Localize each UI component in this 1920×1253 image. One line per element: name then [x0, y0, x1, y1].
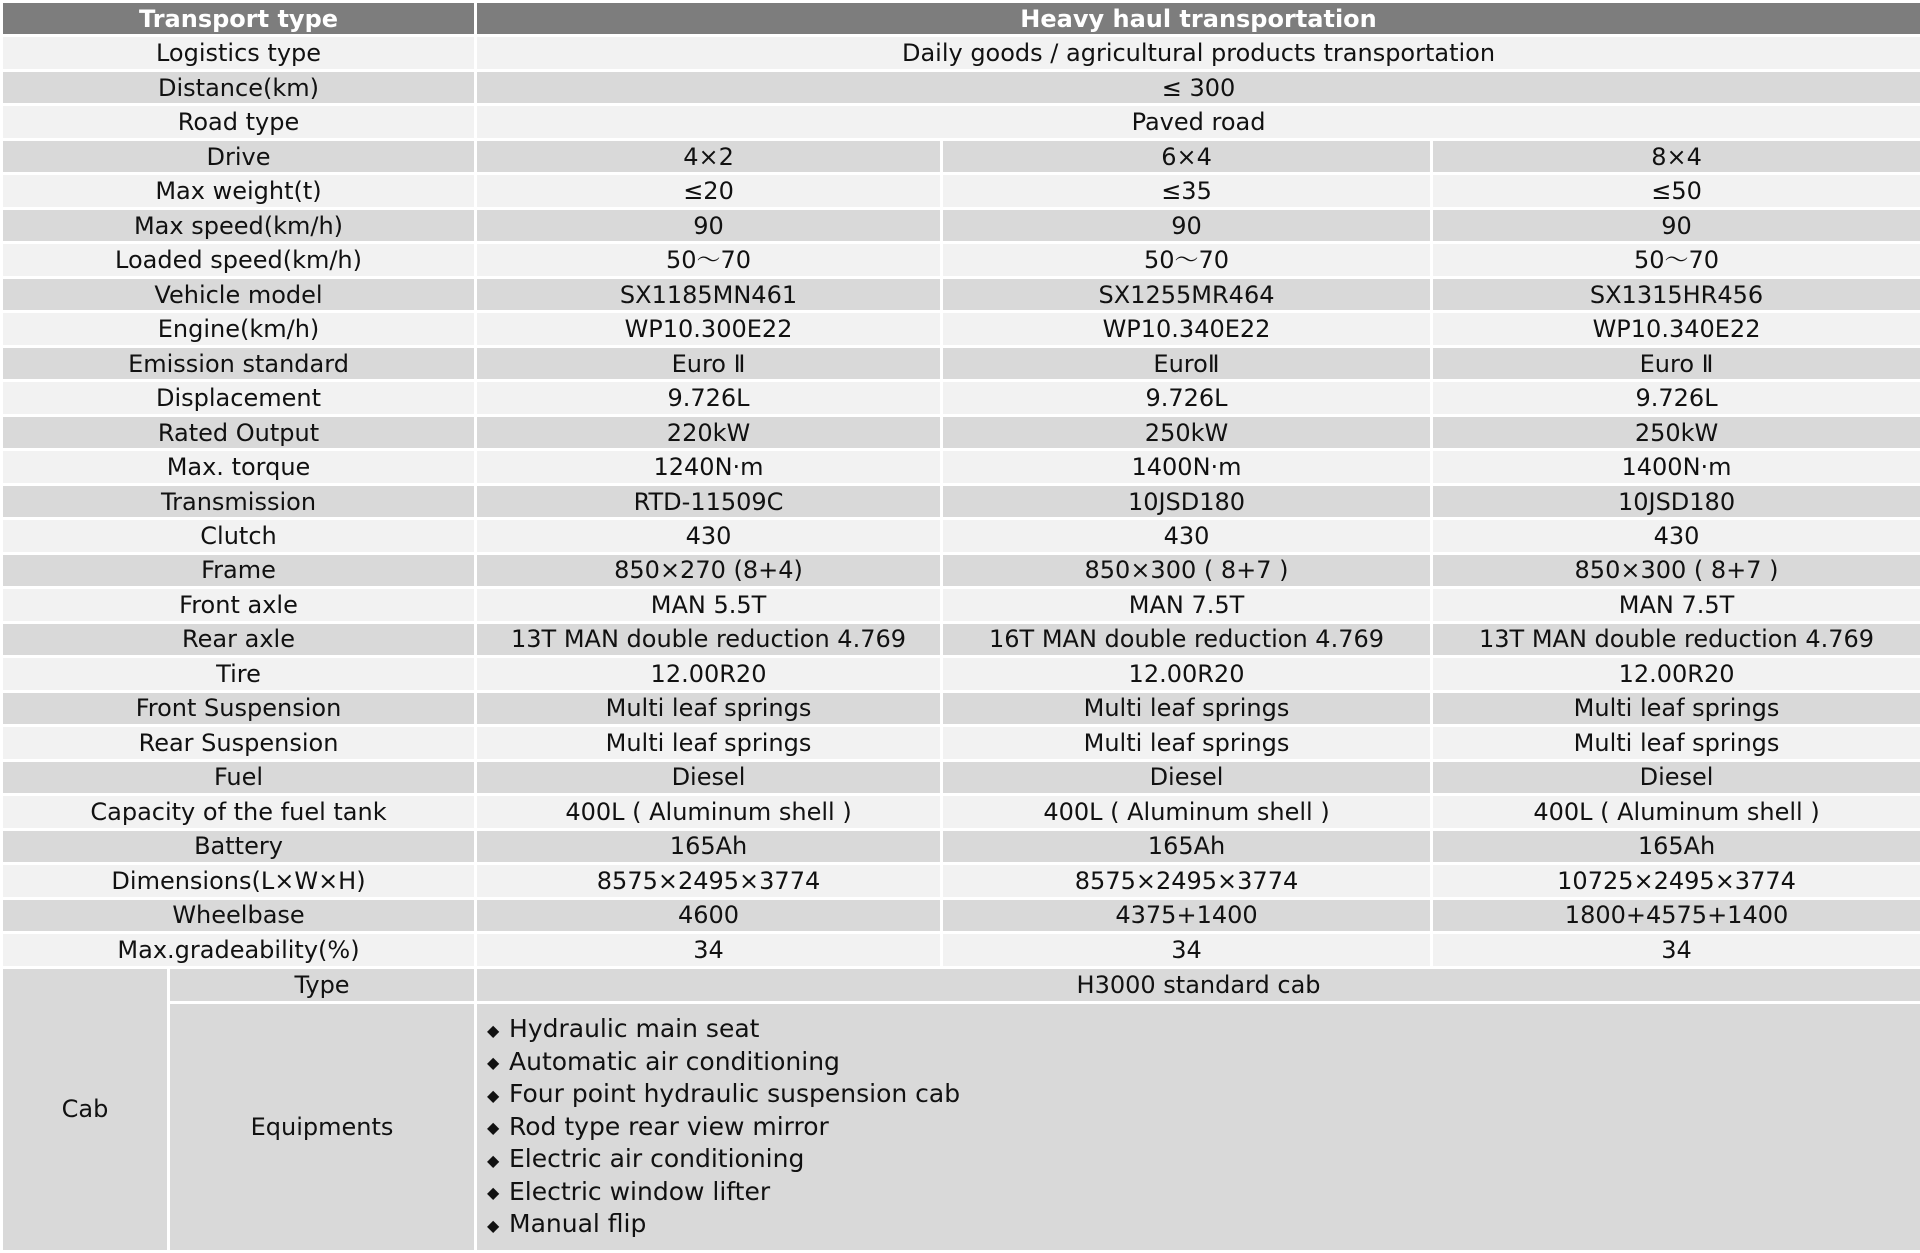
value-cell-1: 850×270 (8+4)	[476, 553, 942, 587]
value-cell-3: 250kW	[1432, 415, 1920, 449]
value-cell-2: 6×4	[942, 139, 1432, 173]
row-label: Frame	[2, 553, 476, 587]
value-cell-3: 34	[1432, 933, 1920, 967]
value-cell-1: 90	[476, 208, 942, 242]
value-cell-1: RTD-11509C	[476, 484, 942, 518]
value-cell-1: 34	[476, 933, 942, 967]
value-cell-1: 13T MAN double reduction 4.769	[476, 622, 942, 656]
value-cell-3: ≤50	[1432, 174, 1920, 208]
row-label: Dimensions(L×W×H)	[2, 864, 476, 898]
value-cell-2: 50～70	[942, 243, 1432, 277]
row-label: Transmission	[2, 484, 476, 518]
header-label: Transport type	[2, 2, 476, 36]
header-value: Heavy haul transportation	[476, 2, 1920, 36]
value-cell-3: Multi leaf springs	[1432, 726, 1920, 760]
spec-row	[2, 588, 1920, 622]
equipment-label: Automatic air conditioning	[509, 1046, 840, 1076]
equipment-label: Manual flip	[509, 1209, 647, 1239]
value-cell-3: 13T MAN double reduction 4.769	[1432, 622, 1920, 656]
value-cell-3: 400L ( Aluminum shell )	[1432, 795, 1920, 829]
cab-equipments-cell	[476, 1003, 1920, 1252]
value-cell-1: SX1185MN461	[476, 277, 942, 311]
equipment-label: Electric air conditioning	[509, 1144, 805, 1174]
value-cell-2: 850×300 ( 8+7 )	[942, 553, 1432, 587]
spec-row	[2, 346, 1920, 380]
row-label: Vehicle model	[2, 277, 476, 311]
diamond-bullet-icon: ◆	[487, 1020, 500, 1040]
value-cell-1: 50～70	[476, 243, 942, 277]
value-cell-2: 4375+1400	[942, 898, 1432, 932]
value-cell-1: MAN 5.5T	[476, 588, 942, 622]
value-cell-2: 430	[942, 519, 1432, 553]
value-cell-3: 9.726L	[1432, 381, 1920, 415]
spec-row	[2, 933, 1920, 967]
spec-row	[2, 864, 1920, 898]
distance-row	[2, 70, 1920, 104]
value-cell-2: ≤35	[942, 174, 1432, 208]
value-cell-2: WP10.340E22	[942, 312, 1432, 346]
row-label: Displacement	[2, 381, 476, 415]
value-cell-1: Euro Ⅱ	[476, 346, 942, 380]
row-label: Max speed(km/h)	[2, 208, 476, 242]
road-type-row	[2, 105, 1920, 139]
spec-row	[2, 519, 1920, 553]
value-cell-2: 90	[942, 208, 1432, 242]
value-cell-1: Multi leaf springs	[476, 726, 942, 760]
value-cell-3: Multi leaf springs	[1432, 691, 1920, 725]
equipment-item	[487, 1046, 1916, 1079]
equipment-item	[487, 1078, 1916, 1111]
value-cell-3: 50～70	[1432, 243, 1920, 277]
spec-row	[2, 691, 1920, 725]
spec-row	[2, 898, 1920, 932]
value-cell-3: Diesel	[1432, 760, 1920, 794]
value-cell-3: 1400N·m	[1432, 450, 1920, 484]
value-cell-2: SX1255MR464	[942, 277, 1432, 311]
row-label: Rear Suspension	[2, 726, 476, 760]
logistics-type-row	[2, 36, 1920, 70]
diamond-bullet-icon: ◆	[487, 1118, 500, 1138]
value-cell-1: 430	[476, 519, 942, 553]
equipment-label: Hydraulic main seat	[509, 1014, 760, 1044]
row-label: Rear axle	[2, 622, 476, 656]
equipment-item	[487, 1143, 1916, 1176]
row-label: Front axle	[2, 588, 476, 622]
diamond-bullet-icon: ◆	[487, 1053, 500, 1073]
value-cell-1: 165Ah	[476, 829, 942, 863]
value-cell-1: 12.00R20	[476, 657, 942, 691]
diamond-bullet-icon: ◆	[487, 1085, 500, 1105]
value-cell-1: 4600	[476, 898, 942, 932]
row-label: Fuel	[2, 760, 476, 794]
row-label: Drive	[2, 139, 476, 173]
row-label: Battery	[2, 829, 476, 863]
equipment-item	[487, 1013, 1916, 1046]
spec-row	[2, 622, 1920, 656]
cab-type-row	[2, 967, 1920, 1003]
spec-row	[2, 829, 1920, 863]
row-label: Distance(km)	[2, 70, 476, 104]
value-cell-2: 16T MAN double reduction 4.769	[942, 622, 1432, 656]
spec-row	[2, 760, 1920, 794]
row-label: Front Suspension	[2, 691, 476, 725]
spec-row	[2, 381, 1920, 415]
equipment-item	[487, 1111, 1916, 1144]
value-cell-2: Diesel	[942, 760, 1432, 794]
row-label: Max.gradeability(%)	[2, 933, 476, 967]
value-cell-3: SX1315HR456	[1432, 277, 1920, 311]
equipment-item	[487, 1176, 1916, 1209]
diamond-bullet-icon: ◆	[487, 1150, 500, 1170]
value-cell-2: 400L ( Aluminum shell )	[942, 795, 1432, 829]
spec-row	[2, 415, 1920, 449]
spec-row	[2, 484, 1920, 518]
value-cell-3: WP10.340E22	[1432, 312, 1920, 346]
value-cell-2: MAN 7.5T	[942, 588, 1432, 622]
row-label: Road type	[2, 105, 476, 139]
value-cell-2: 1400N·m	[942, 450, 1432, 484]
row-label: Engine(km/h)	[2, 312, 476, 346]
value-cell-1: 9.726L	[476, 381, 942, 415]
spec-row	[2, 174, 1920, 208]
row-label: Max weight(t)	[2, 174, 476, 208]
diamond-bullet-icon: ◆	[487, 1215, 500, 1235]
cab-equipments-row	[2, 1003, 1920, 1252]
equipment-label: Rod type rear view mirror	[509, 1111, 829, 1141]
row-label: Wheelbase	[2, 898, 476, 932]
value-cell-3: MAN 7.5T	[1432, 588, 1920, 622]
equipment-label: Four point hydraulic suspension cab	[509, 1079, 961, 1109]
equipment-item	[487, 1208, 1916, 1241]
value-cell-1: Diesel	[476, 760, 942, 794]
row-label: Emission standard	[2, 346, 476, 380]
row-label: Logistics type	[2, 36, 476, 70]
value-cell-3: 850×300 ( 8+7 )	[1432, 553, 1920, 587]
value-cell-3: Euro Ⅱ	[1432, 346, 1920, 380]
spec-row	[2, 243, 1920, 277]
value-cell-2: 250kW	[942, 415, 1432, 449]
value-cell-1: Multi leaf springs	[476, 691, 942, 725]
spec-row	[2, 277, 1920, 311]
value-cell-2: 10JSD180	[942, 484, 1432, 518]
value-cell-2: Multi leaf springs	[942, 691, 1432, 725]
value-cell-3: 8×4	[1432, 139, 1920, 173]
value-cell-3: 90	[1432, 208, 1920, 242]
value-cell-2: EuroⅡ	[942, 346, 1432, 380]
value-cell-2: 9.726L	[942, 381, 1432, 415]
row-label: Tire	[2, 657, 476, 691]
value-cell-3: 12.00R20	[1432, 657, 1920, 691]
value-cell-1: 4×2	[476, 139, 942, 173]
row-label: Max. torque	[2, 450, 476, 484]
value-cell-1: 400L ( Aluminum shell )	[476, 795, 942, 829]
value-cell-3: 1800+4575+1400	[1432, 898, 1920, 932]
value-cell-1: WP10.300E22	[476, 312, 942, 346]
diamond-bullet-icon: ◆	[487, 1183, 500, 1203]
row-value: Daily goods / agricultural products transportation	[476, 36, 1920, 70]
value-cell-3: 10JSD180	[1432, 484, 1920, 518]
value-cell-2: Multi leaf springs	[942, 726, 1432, 760]
spec-row	[2, 139, 1920, 173]
spec-row	[2, 450, 1920, 484]
equipment-label: Electric window lifter	[509, 1176, 771, 1206]
spec-row	[2, 795, 1920, 829]
cab-equipments-label: Equipments	[169, 1003, 476, 1252]
row-label: Capacity of the fuel tank	[2, 795, 476, 829]
cab-type-label: Type	[169, 967, 476, 1003]
value-cell-1: 220kW	[476, 415, 942, 449]
value-cell-1: 8575×2495×3774	[476, 864, 942, 898]
cab-type-value: H3000 standard cab	[476, 967, 1920, 1003]
row-label: Loaded speed(km/h)	[2, 243, 476, 277]
spec-row	[2, 657, 1920, 691]
value-cell-2: 12.00R20	[942, 657, 1432, 691]
value-cell-2: 8575×2495×3774	[942, 864, 1432, 898]
spec-row	[2, 312, 1920, 346]
row-label: Rated Output	[2, 415, 476, 449]
spec-row	[2, 208, 1920, 242]
spec-row	[2, 553, 1920, 587]
row-value: Paved road	[476, 105, 1920, 139]
cab-label: Cab	[2, 967, 169, 1251]
row-value: ≤ 300	[476, 70, 1920, 104]
value-cell-3: 430	[1432, 519, 1920, 553]
spec-row	[2, 726, 1920, 760]
row-label: Clutch	[2, 519, 476, 553]
value-cell-1: ≤20	[476, 174, 942, 208]
value-cell-2: 34	[942, 933, 1432, 967]
value-cell-1: 1240N·m	[476, 450, 942, 484]
value-cell-3: 10725×2495×3774	[1432, 864, 1920, 898]
value-cell-3: 165Ah	[1432, 829, 1920, 863]
equipment-list	[487, 1013, 1916, 1241]
value-cell-2: 165Ah	[942, 829, 1432, 863]
header-row	[2, 2, 1920, 36]
